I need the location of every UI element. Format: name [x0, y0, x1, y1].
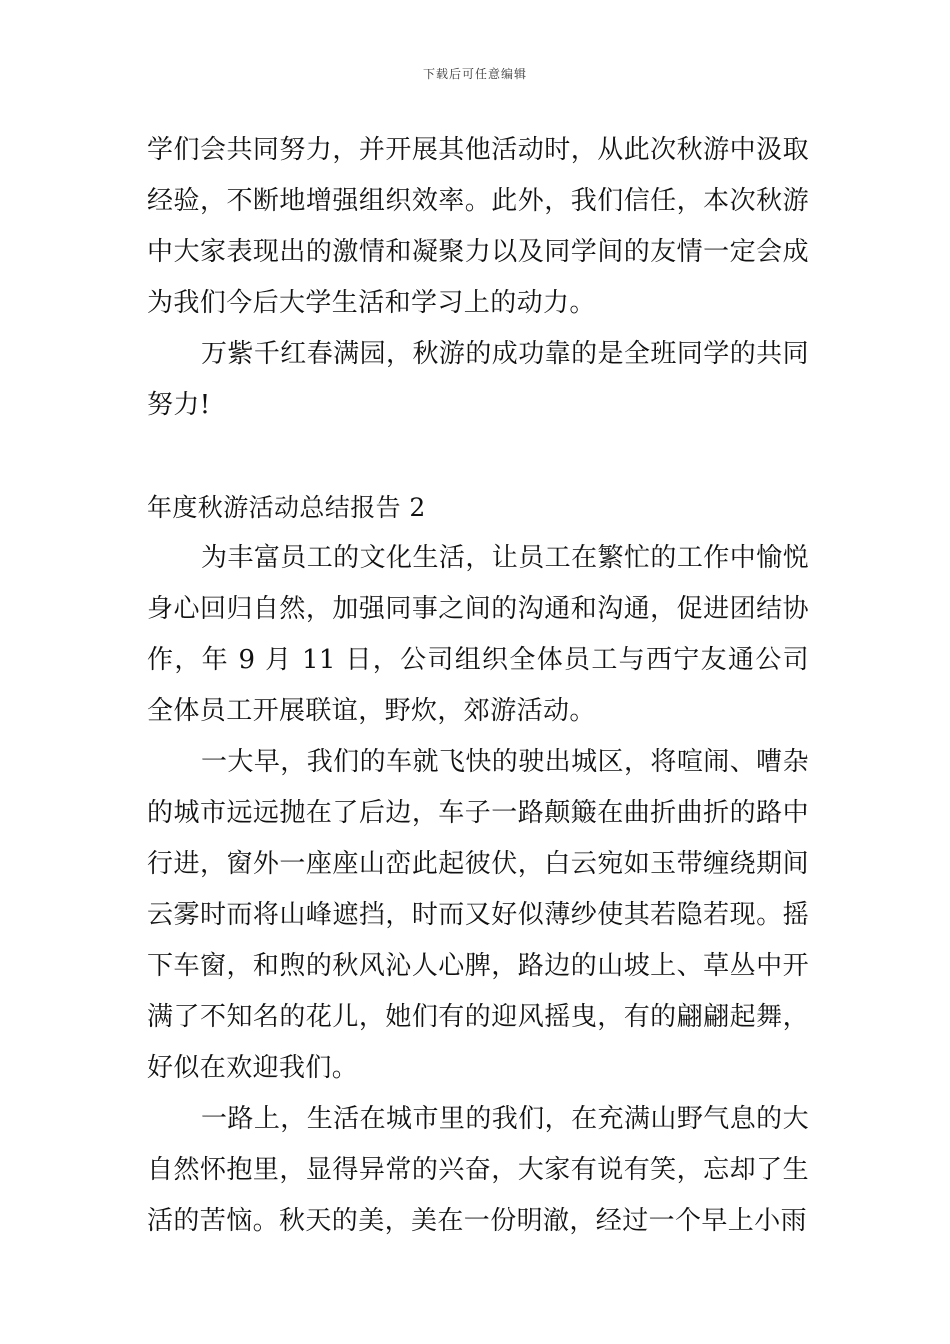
page-header-note: 下载后可任意编辑 — [422, 67, 527, 81]
section-spacer — [147, 431, 809, 482]
paragraph-on-the-road: 一路上，生活在城市里的我们，在充满山野气息的大自然怀抱里，显得异常的兴奋，大家有说有笑，忘却了生活的苦恼。秋天的美，美在一份明澈，经过一个早上小雨 — [147, 1104, 809, 1236]
paragraph-journey: 一大早，我们的车就飞快的驶出城区，将喧闹、嘈杂的城市远远抛在了后边，车子一路颠簸在曲折曲折的路中行进，窗外一座座山峦此起彼伏，白云宛如玉带缠绕期间云雾时而将山峰遮挡，时而又好似薄纱使其若隐若现。摇下车窗，和煦的秋风沁人心脾，路边的山坡上、草丛中开满了不知名的花儿，她们有的迎风摇曳，有的翩翩起舞，好似在欢迎我们。 — [147, 747, 809, 1083]
paragraph-closing: 万紫千红春满园，秋游的成功靠的是全班同学的共同努力! — [147, 339, 809, 420]
document-body — [147, 125, 809, 1247]
section-title: 年度秋游活动总结报告 2 — [147, 493, 426, 522]
paragraph-continuation: 学们会共同努力，并开展其他活动时，从此次秋游中汲取经验，不断地增强组织效率。此外，我们信任，本次秋游中大家表现出的激情和凝聚力以及同学间的友情一定会成为我们今后大学生活和学习上的动力。 — [147, 135, 809, 318]
paragraph-intro: 为丰富员工的文化生活，让员工在繁忙的工作中愉悦身心回归自然，加强同事之间的沟通和沟通，促进团结协作，年 9 月 11 日，公司组织全体员工与西宁友通公司全体员工开展联谊，野炊，郊游活动。 — [147, 543, 809, 726]
